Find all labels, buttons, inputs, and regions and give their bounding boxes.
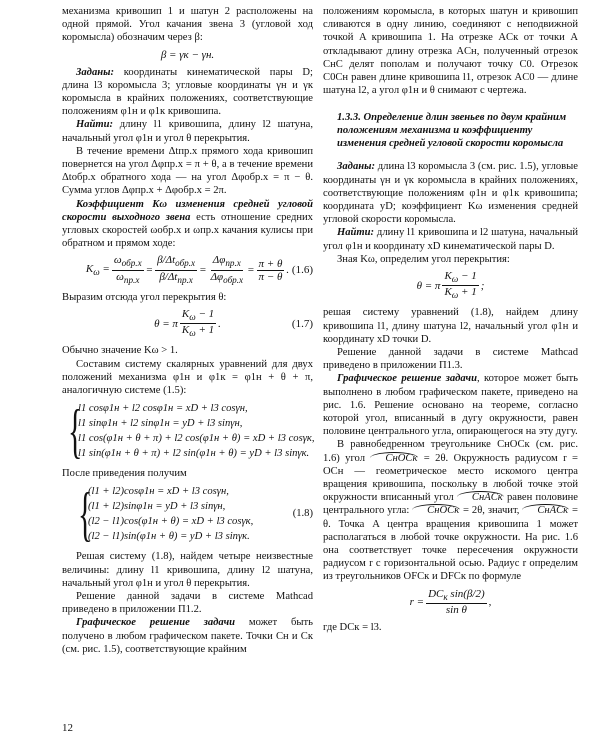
left-paragraph-after: После приведения получим bbox=[62, 468, 187, 480]
equation-1-7: θ = π $\frac{K_\omega - 1}{K_\omega + 1}$ . (1.7) bbox=[154, 308, 313, 339]
right-paragraph-where: где DCк = l3. bbox=[323, 621, 382, 633]
arc-angle-2: CнACк bbox=[457, 491, 504, 503]
left-paragraph-coefficient: Коэффициент Kω изменения средней угловой скорости выходного звена есть отношение средних угловых скоростей ωобр.х и ωпр.х качания кулисы при обратном и прямом ходе: bbox=[62, 198, 313, 250]
right-paragraph-triangle: В равнобедренном треугольнике CнOCк (см. рис. 1.6) угол CнOCк = 2θ. Окружность радиусом r = OCн — геометрическое место искомого центра вращения кривошипа, поскольку в любой точке этой окружности вписанный угол CнACк равен половине центрального угла: CнOCк = 2θ, значит, CнACк = θ. Точка A центра вращения кривошипа 1 может располагаться в любой точке окружности. На рис. 1.6 она соответствует точке пересечения окружности радиусом r с горизонтальной осью. Радиус r определим из треугольников OFCк и DFCк по формуле bbox=[323, 439, 579, 583]
right-paragraph-1: положениям коромысла, в которых шатун и кривошип сливаются в одну линию, соединяют с неподвижной точкой A кривошипа 1. На отрезке ACк от точки A откладывают длину отрезка ACн, полученный отрезок CнC делят пополам и получают точку C0. Отрезок C0Cн равен длине кривошипа l1, отрезок AC0 — длине шатуна l2, а угол φ1н и θ снимают с чертежа. bbox=[323, 6, 578, 97]
arc-angle-3: CнOCк bbox=[412, 504, 460, 516]
right-paragraph-graphic: Графическое решение задачи, которое может быть выполнено в любом графическом пакете, приведено на рис. 1.6. Решение основано на теореме, согласно которой угол, вписанный в дугу окружности, равен половине центрального угла, опирающегося на эту дугу. bbox=[323, 373, 578, 438]
section-title: 1.3.3. Определение длин звеньев по двум крайним положениям механизма и коэффициенту изменения средней угловой скорости коромысла bbox=[337, 112, 567, 150]
left-paragraph-express: Выразим отсюда угол перекрытия θ: bbox=[62, 291, 227, 303]
left-paragraph-solve: Решая систему (1.8), найдем четыре неизвестные величины: длину l1 кривошипа, длину l2 шатуна, начальный угол φ1н и угол θ перекрытия. bbox=[62, 551, 313, 589]
equation-system-1-8: { (l1 + l2)cosφ1н = xD + l3 cosγн, (l1 + l2)sinφ1н = yD + l3 sinγн, (l2 − l1)cos(φ1н + θ) = xD + l3 cosγк, (l2 − l1)sin(φ1н + θ) = yD + l3 sinγк. (1.8) bbox=[78, 481, 313, 548]
right-paragraph-find: Найти: длину l1 кривошипа и l2 шатуна, начальный угол φ1н и координату xD кинематической пары D. bbox=[323, 227, 578, 252]
equation-system-1: { l1 cosφ1н + l2 cosφ1н = xD + l3 cosγн, l1 sinφ1н + l2 sinφ1н = yD + l3 sinγн, l1 cos(φ1н + θ + π) + l2 cos(φ1н + θ) = xD + l3 cosγк, l1 sin(φ1н + θ + π) + l2 sin(φ1н + θ) = yD + l3 sinγк. bbox=[68, 398, 315, 465]
left-paragraph-usual: Обычно значение Kω > 1. bbox=[62, 345, 178, 357]
right-column bbox=[323, 5, 578, 634]
left-paragraph-mathcad: Решение данной задачи в системе Mathcad приведено в приложении П1.2. bbox=[62, 591, 313, 616]
left-paragraph-time: В течение времени Δtпр.х прямого хода кривошип повернется на угол Δφпр.х = π + θ, а в течение времени Δtобр.х обратного хода — на угол Δφобр.х = π − θ. Сумма углов Δφпр.х + Δφобр.х = 2π. bbox=[62, 145, 313, 197]
left-paragraph-given: Заданы: координаты кинематической пары D; длина l3 коромысла 3; угловые координаты γн и γк коромысла в крайних положениях, соответствующие положениям φ1н и φ1к кривошипа. bbox=[62, 66, 313, 118]
right-paragraph-solving: решая систему уравнений (1.8), найдем длину кривошипа l1, длину шатуна l2, начальный угол φ1н и координату xD точки D. bbox=[323, 307, 578, 345]
equation-number: (1.7) bbox=[291, 317, 313, 330]
left-paragraph-system: Составим систему скалярных уравнений для двух положений механизма φ1н и φ1к = φ1н + θ + π, аналогичную системе (1.5): bbox=[62, 358, 313, 397]
equation-radius: r = $\frac{DC_к \sin(\beta/2)}{\text{sin θ}}$ , bbox=[409, 587, 492, 616]
equation-theta: θ = π $\frac{K_\omega - 1}{K_\omega + 1}$ ; bbox=[416, 270, 485, 301]
arc-angle-1: CнOCк bbox=[370, 452, 418, 464]
right-paragraph-knowing: Зная Kω, определим угол перекрытия: bbox=[337, 253, 510, 265]
left-paragraph-find: Найти: длину l1 кривошипа, длину l2 шатуна, начальный угол φ1н и угол θ перекрытия. bbox=[62, 119, 313, 144]
right-paragraph-given: Заданы: длина l3 коромысла 3 (см. рис. 1.5), угловые координаты γн и γк коромысла в крайних положениях, соответствующие положениям φ1н и φ1к кривошипа; координата yD; коэффициент Kω изменения средней угловой скорости коромысла. bbox=[323, 161, 578, 226]
left-column bbox=[62, 5, 313, 656]
left-paragraph-graphic: Графическое решение задачи может быть получено в любом графическом пакете. Точки Сн и Ск (см. рис. 1.5), соответствующие крайним bbox=[62, 617, 313, 655]
equation-number: (1.6) bbox=[291, 264, 313, 277]
left-paragraph-1: механизма кривошип 1 и шатун 2 расположены на одной прямой. Угол качания звена 3 (угловой ход коромысла) обозначим через β: bbox=[62, 6, 313, 44]
equation-beta: β = γк − γн. bbox=[160, 48, 215, 61]
right-paragraph-mathcad: Решение данной задачи в системе Mathcad приведено в приложении П1.3. bbox=[323, 347, 578, 372]
equation-1-6: $K_\omega$ = $\frac{\omega_{обр.х}}{\omega_{пр.х}}$ = $\frac{\beta/\Delta t_{обр.х}}{\beta/\Delta t_{пр.х}}$ = $\frac{\Delta\varphi_{пр.х}}{\Delta\varphi_{обр.х}}$ = $\frac{\pi + \theta}{\pi - \theta}$ . (1.6) bbox=[85, 254, 313, 285]
arc-angle-4: CнACк bbox=[522, 504, 569, 516]
equation-number: (1.8) bbox=[292, 508, 313, 520]
page-number: 12 bbox=[62, 722, 73, 734]
